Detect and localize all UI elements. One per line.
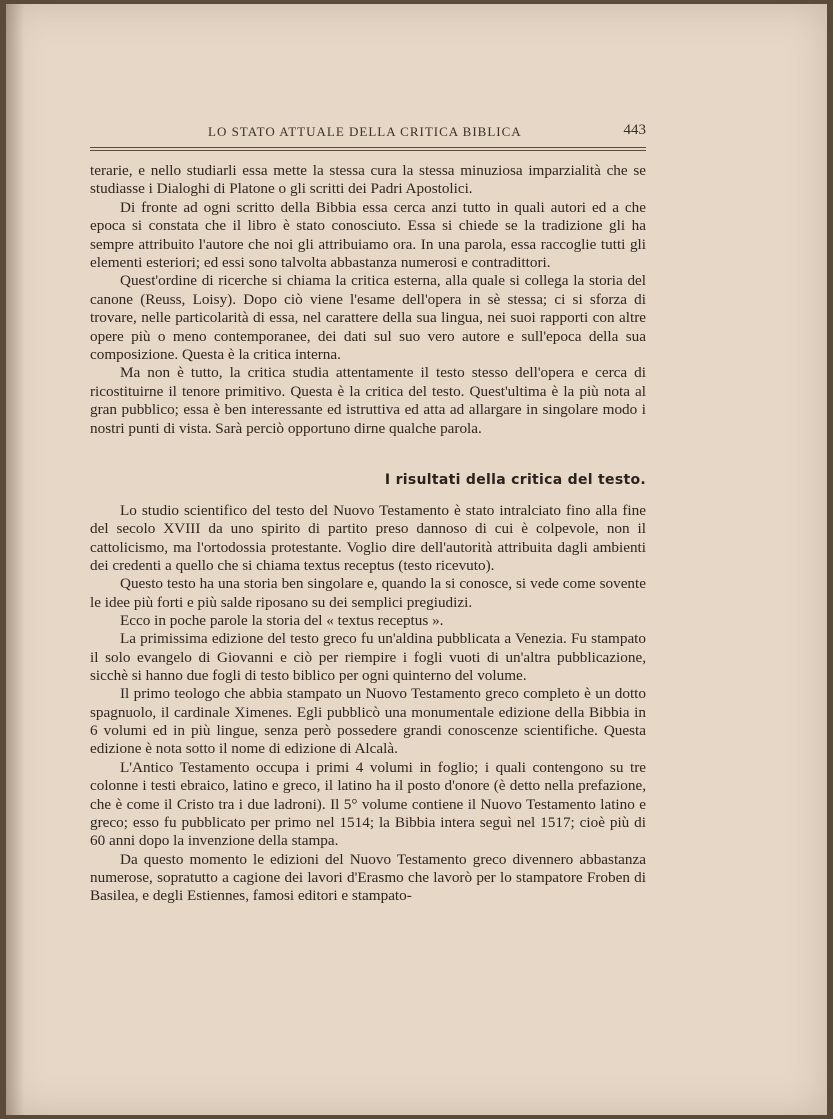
paragraph: Il primo teologo che abbia stampato un Nuovo Testamento greco completo è un dotto spagnuolo, il cardinale Ximenes. Egli pubblicò una monumentale edizione della Bibbia in 6 volumi ed in più lingue, senza però possedere grandi conoscenze scientifiche. Questa edizione è nota sotto il nome di edizione di Alcalà. [90, 685, 646, 758]
paragraph: terarie, e nello studiarli essa mette la stessa cura la stessa minuziosa imparzialità che se studiasse i Dialoghi di Platone o gli scritti dei Padri Apostolici. [90, 162, 646, 198]
page-number: 443 [623, 122, 646, 138]
section-heading: I risultati della critica del testo. [384, 472, 646, 488]
header-rule-second [90, 150, 646, 151]
paragraph: La primissima edizione del testo greco fu un'aldina pubblicata a Venezia. Fu stampato il solo evangelo di Giovanni e ciò per riempire i fogli vuoti di un'altra pubblicazione, sicchè si hanno due fogli di testo biblico per ogni quinterno del volume. [90, 630, 646, 685]
paragraph: Questo testo ha una storia ben singolare e, quando la si conosce, si vede come sovente le idee più forti e più salde riposano su dei semplici pregiudizi. [90, 575, 646, 611]
page-gutter-shadow [6, 4, 24, 1115]
body-text-bottom [90, 502, 646, 906]
paragraph: Lo studio scientifico del testo del Nuovo Testamento è stato intralciato fino alla fine del secolo XVIII da uno spirito di partito preso dannoso di cui è colpevole, non il cattolicismo, ma l'ortodossia protestante. Voglio dire dell'autorità attribuita dagli ambienti dei credenti a quello che si chiama textus receptus (testo ricevuto). [90, 502, 646, 575]
body-text-top [90, 162, 646, 438]
header-rule [90, 147, 646, 148]
paragraph: Ecco in poche parole la storia del « textus receptus ». [120, 612, 444, 630]
running-title: LO STATO ATTUALE DELLA CRITICA BIBLICA [208, 124, 522, 139]
paragraph: Di fronte ad ogni scritto della Bibbia essa cerca anzi tutto in quali autori ed a che epoca si constata che il libro è stato conosciuto. Essa si chiede se la tradizione gli ha sempre attribuito l'autore che noi gli attribuiamo ora. In una parola, essa raccoglie tutti gli elementi esteriori; ed essi sono talvolta abbastanza numerosi e contradittori. [90, 198, 646, 272]
paragraph: Quest'ordine di ricerche si chiama la critica esterna, alla quale si collega la storia del canone (Reuss, Loisy). Dopo ciò viene l'esame dell'opera in sè stessa; ci si sforza di trovare, nelle particolarità di essa, nel carattere della sua lingua, nei suoi rapporti con altre opere più o meno contemporanee, dei dati sul suo vero autore e sull'epoca della sua composizione. Questa è la critica interna. [90, 272, 646, 364]
paragraph: Da questo momento le edizioni del Nuovo Testamento greco divennero abbastanza numerose, sopratutto a cagione dei lavori d'Erasmo che lavorò per lo stampatore Froben di Basilea, e degli Estiennes, famosi editori e stampato- [90, 850, 646, 905]
paragraph: L'Antico Testamento occupa i primi 4 volumi in foglio; i quali contengono su tre colonne i testi ebraico, latino e greco, il latino ha il posto d'onore (è detto nella prefazione, che è come il Cristo tra i due ladroni). Il 5° volume contiene il Nuovo Testamento latino e greco; esso fu pubblicato per primo nel 1514; la Bibbia intera seguì nel 1517; cioè più di 60 anni dopo la invenzione della stampa. [90, 758, 646, 850]
paragraph: Ma non è tutto, la critica studia attentamente il testo stesso dell'opera e cerca di ricostituirne il tenore primitivo. Questa è la critica del testo. Quest'ultima è la più nota al gran pubblico; essa è ben interessante ed istruttiva ed atta ad allargare in singolare modo i nostri punti di vista. Sarà perciò opportuno dirne qualche parola. [90, 364, 646, 437]
